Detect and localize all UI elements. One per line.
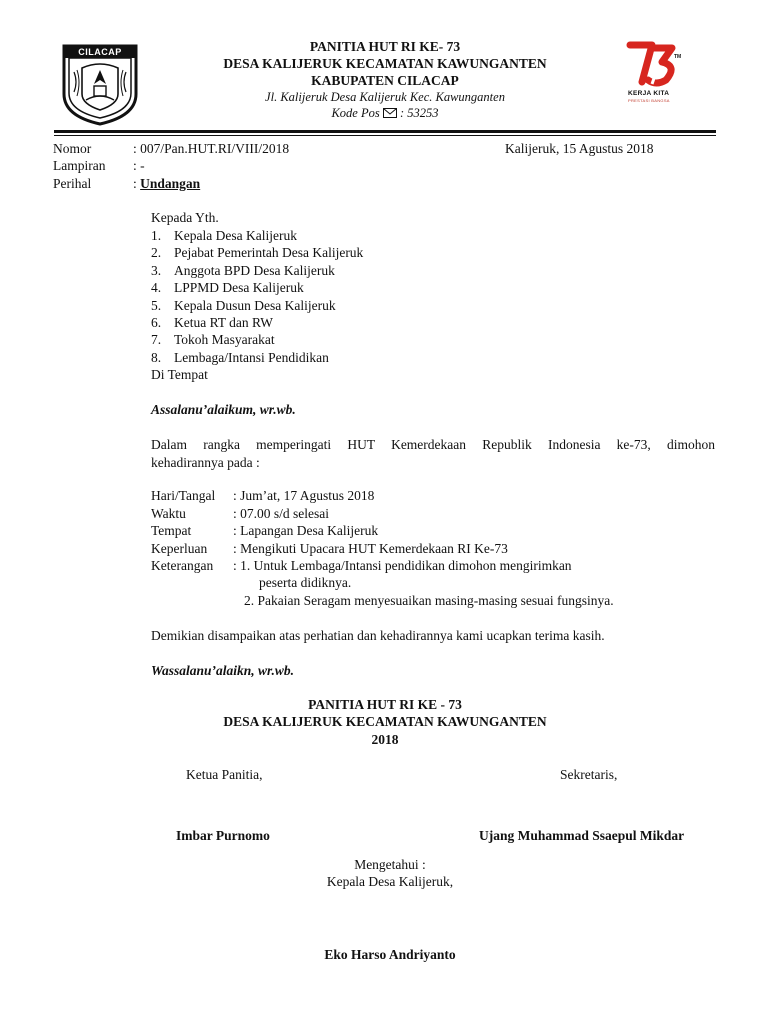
perihal-row [133,175,200,192]
recipient-text: Pejabat Pemerintah Desa Kalijeruk [174,245,364,261]
recipient-number: 5. [151,297,162,313]
paragraph-line-2: kehadirannya pada : [151,455,260,470]
recipient-place: Di Tempat [151,367,208,382]
letterhead-address: Jl. Kalijeruk Desa Kalijeruk Kec. Kawunganten [265,90,505,104]
recipient-item [151,331,275,348]
perihal-colon: : [133,176,137,191]
hut-logo-tm: TM [674,54,682,60]
paragraph-line-1: Dalam rangka memperingati HUT Kemerdekaan Republik Indonesia ke-73, dimohon [151,437,715,452]
greeting: Assalanu’alaikum, wr.wb. [151,402,296,417]
letterhead-village: DESA KALIJERUK KECAMATAN KAWUNGANTEN [223,56,547,71]
perihal-value: Undangan [140,176,201,191]
recipient-text: Lembaga/Intansi Pendidikan [174,349,329,365]
detail-label: Tempat [151,523,192,538]
hut-logo-tagline: KERJA KITA [628,90,670,97]
detail-label: Keterangan [151,558,214,573]
recipient-intro: Kepada Yth. [151,210,219,225]
nomor-value: : 007/Pan.HUT.RI/VIII/2018 [133,141,290,156]
recipient-number: 6. [151,315,162,330]
letterhead [150,38,620,121]
detail-value: : Lapangan Desa Kalijeruk [233,523,379,538]
place-date: Kalijeruk, 15 Agustus 2018 [505,141,654,156]
note-1-continuation: peserta didiknya. [259,575,352,590]
signature-org-line-2: DESA KALIJERUK KECAMATAN KAWUNGANTEN [223,714,547,730]
farewell: Wassalanu’alaikn, wr.wb. [151,663,295,678]
acknowledgement [240,856,540,891]
recipient-item [151,297,336,314]
perihal-label: Perihal [53,176,92,191]
letterhead-postal [150,105,620,121]
recipient-text: Ketua RT dan RW [174,315,274,330]
postal-code: : 53253 [399,106,439,120]
note-2: 2. Pakaian Seragam menyesuaikan masing-masing sesuai fungsinya. [244,593,614,608]
hut-73-emblem-icon [622,40,688,90]
hut-ri-73-logo [622,40,688,104]
recipient-text: Kepala Desa Kalijeruk [174,228,297,243]
detail-label: Keperluan [151,540,208,556]
detail-label: Hari/Tangal [151,488,216,503]
lampiran-value: : - [133,158,145,173]
detail-value: : Mengikuti Upacara HUT Kemerdekaan RI Ke-73 [233,540,508,556]
cilacap-logo-text: CILACAP [78,47,122,57]
letterhead-title: PANITIA HUT RI KE- 73 [309,39,461,54]
recipient-text: Anggota BPD Desa Kalijeruk [174,262,335,278]
signature-year: 2018 [371,731,399,747]
recipient-number: 7. [151,332,162,348]
detail-value: : 1. Untuk Lembaga/Intansi pendidikan dimohon mengirimkan [233,558,572,573]
detail-value: : 07.00 s/d selesai [233,505,329,521]
recipient-number: 3. [151,262,162,278]
recipient-text: Kepala Dusun Desa Kalijeruk [174,297,336,313]
recipient-text: Tokoh Masyarakat [174,332,275,348]
detail-value: : Jum’at, 17 Agustus 2018 [233,488,375,503]
envelope-icon [383,108,397,118]
letterhead-rule-thin [54,135,716,136]
postal-label: Kode Pos [331,106,380,120]
left-signer-name: Imbar Purnomo [176,828,270,843]
signature-org [160,696,610,748]
recipient-number: 8. [151,349,162,365]
village-head-role: Kepala Desa Kalijeruk, [326,874,454,890]
detail-label: Waktu [151,505,186,521]
recipient-item [151,244,363,261]
recipient-item [151,262,335,279]
left-signer-role: Ketua Panitia, [186,767,263,782]
signature-org-line-1: PANITIA HUT RI KE - 73 [308,697,462,712]
cilacap-logo [60,42,140,126]
letterhead-regency: KABUPATEN CILACAP [311,73,459,88]
village-head-name: Eko Harso Andriyanto [324,947,456,962]
right-signer-role: Sekretaris, [560,767,618,782]
letterhead-rule-thick [54,130,716,133]
recipient-item [151,314,273,331]
recipient-item [151,349,329,366]
recipient-item [151,279,304,296]
recipient-item [151,227,297,244]
recipient-number: 4. [151,280,162,296]
recipient-number: 2. [151,245,162,261]
right-signer-name: Ujang Muhammad Ssaepul Mikdar [479,828,685,843]
acknowledge-label: Mengetahui : [354,857,426,872]
nomor-label: Nomor [53,141,92,156]
recipient-number: 1. [151,228,162,243]
recipient-text: LPPMD Desa Kalijeruk [174,280,304,296]
lampiran-label: Lampiran [53,158,106,173]
hut-logo-subtagline: PRESTASI BANGSA [628,98,670,103]
closing-sentence: Demikian disampaikan atas perhatian dan kehadirannya kami ucapkan terima kasih. [151,628,605,643]
